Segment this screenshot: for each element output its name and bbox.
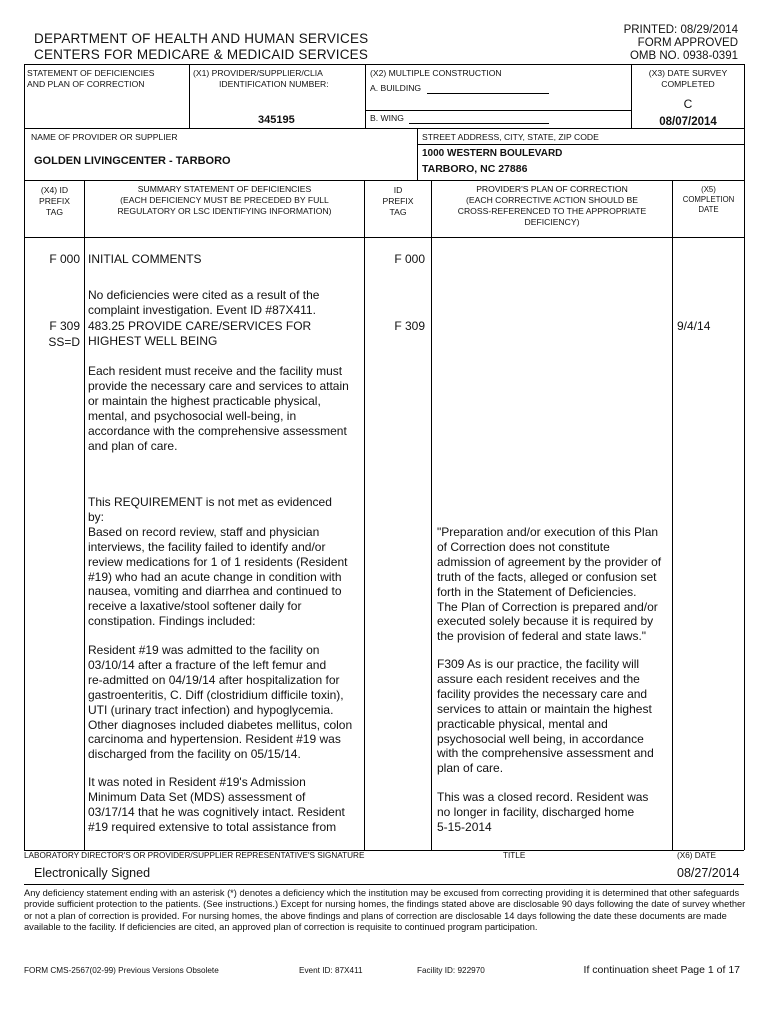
provider-name-label: NAME OF PROVIDER OR SUPPLIER <box>31 132 178 142</box>
x5-header: (X5) COMPLETION DATE <box>682 185 735 214</box>
form-approved: FORM APPROVED <box>637 37 738 49</box>
rule <box>365 64 366 128</box>
not-met-text: This REQUIREMENT is not met as evidenced by: Based on record review, staff and physician interviews, the facility failed to identify and/or review medications for 1 of 1 residents (Resident #19) who had an acute change in condition with nausea, vomiting and diarrhea and continued to receive a laxative/stool softener daily for constipation. Findings included: <box>88 495 348 629</box>
rule <box>365 110 631 111</box>
x3-label: (X3) DATE SURVEY COMPLETED <box>648 68 728 89</box>
signature-date: 08/27/2014 <box>677 866 740 880</box>
signature-label: LABORATORY DIRECTOR'S OR PROVIDER/SUPPLIER REPRESENTATIVE'S SIGNATURE <box>24 851 365 860</box>
summary-header: SUMMARY STATEMENT OF DEFICIENCIES (EACH DEFICIENCY MUST BE PRECEDED BY FULL REGULATORY OR LSC IDENTIFYING INFORMATION) <box>117 184 332 216</box>
disclaimer-text: Any deficiency statement ending with an asterisk (*) denotes a deficiency which the institution may be excused from correcting providing it is determined that other safeguards provide sufficient protection to the patients. (See instructions.) Except for nursing homes, the findings stated above are disclosable 90 days following the date of survey whether or not a plan of correction is provided. For nursing homes, the above findings and plans of correction are disclosable 14 days following the date these documents are made available to the facility. If deficiencies are cited, an approved plan of correction is requisite to continued program participation. <box>24 888 746 933</box>
city-state-zip: TARBORO, NC 27886 <box>422 163 528 175</box>
tag-f309: F 309 <box>49 319 80 333</box>
rule <box>24 64 744 65</box>
f309-title: 483.25 PROVIDE CARE/SERVICES FOR HIGHEST WELL BEING <box>88 319 312 348</box>
plan-closed-record: This was a closed record. Resident was no longer in facility, discharged home 5-15-2014 <box>437 790 649 834</box>
severity-scope: SS=D <box>48 335 80 349</box>
address-label: STREET ADDRESS, CITY, STATE, ZIP CODE <box>422 132 599 142</box>
printed-date: PRINTED: 08/29/2014 <box>623 24 738 36</box>
x4-header: (X4) ID PREFIX TAG <box>38 185 71 217</box>
form-number: FORM CMS-2567(02-99) Previous Versions Obsolete <box>24 966 219 975</box>
department-title: DEPARTMENT OF HEALTH AND HUMAN SERVICES <box>34 31 369 46</box>
no-deficiencies-text: No deficiencies were cited as a result of the complaint investigation. Event ID #87X411. <box>88 288 320 317</box>
rule <box>24 128 744 129</box>
completion-date: 9/4/14 <box>677 319 711 333</box>
rule <box>24 180 744 181</box>
resident-history-text: Resident #19 was admitted to the facility on 03/10/14 after a fracture of the left femur and re-admitted on 04/19/14 after hospitalization for gastroenteritis, C. Diff (clostridium difficile toxin), UTI (urinary tract infection) and hypoglycemia. Other diagnoses included diabetes mellitus, colon carcinoma and hypertension. Resident #19 was discharged from the facility on 05/15/14. <box>88 643 353 762</box>
facility-id: Facility ID: 922970 <box>417 966 485 975</box>
rule <box>189 64 190 128</box>
x2-label: (X2) MULTIPLE CONSTRUCTION <box>370 68 502 78</box>
event-id: Event ID: 87X411 <box>299 966 363 975</box>
rule <box>417 128 418 180</box>
building-field: A. BUILDING <box>370 83 549 94</box>
mds-assessment-text: It was noted in Resident #19's Admission Minimum Data Set (MDS) assessment of 03/17/14 that he was cognitively intact. Resident #19 required extensive to total assistance from <box>88 775 345 834</box>
id-f000: F 000 <box>394 252 425 266</box>
rule <box>84 180 85 850</box>
survey-code: C <box>683 97 693 111</box>
omb-number: OMB NO. 0938-0391 <box>629 50 738 62</box>
agency-title: CENTERS FOR MEDICARE & MEDICAID SERVICES <box>34 47 369 62</box>
rule <box>431 180 432 850</box>
x1-label: (X1) PROVIDER/SUPPLIER/CLIA IDENTIFICATION NUMBER: <box>193 68 329 89</box>
plan-f309-statement: F309 As is our practice, the facility will assure each resident receives and the facility provides the necessary care and services to attain or maintain the highest practicable physical, mental and psychosocial well being, in accordance with the comprehensive assessment and plan of care. <box>437 657 654 776</box>
requirement-text: Each resident must receive and the facility must provide the necessary care and services to attain or maintain the highest practicable physical, mental, and psychosocial well-being, in accordance with the comprehensive assessment and plan of care. <box>88 364 349 453</box>
id-header: ID PREFIX TAG <box>382 185 414 217</box>
rule <box>24 237 744 238</box>
rule <box>364 180 365 850</box>
rule <box>24 884 744 885</box>
provider-name: GOLDEN LIVINGCENTER - TARBORO <box>34 155 231 167</box>
survey-date: 08/07/2014 <box>659 116 717 128</box>
rule <box>417 144 744 145</box>
statement-label: STATEMENT OF DEFICIENCIES AND PLAN OF CORRECTION <box>27 68 155 89</box>
page-indicator: If continuation sheet Page 1 of 17 <box>583 964 740 976</box>
initial-comments-heading: INITIAL COMMENTS <box>88 252 202 266</box>
electronic-signature: Electronically Signed <box>34 866 151 880</box>
provider-number: 345195 <box>258 114 295 126</box>
rule <box>24 64 25 850</box>
rule <box>744 64 745 850</box>
wing-field: B. WING <box>370 113 549 124</box>
title-label: TITLE <box>503 851 526 860</box>
plan-header: PROVIDER'S PLAN OF CORRECTION (EACH CORRECTIVE ACTION SHOULD BE CROSS-REFERENCED TO THE APPROPRIATE DEFICIENCY) <box>457 184 647 227</box>
plan-preparation-statement: "Preparation and/or execution of this Plan of Correction does not constitute admission of agreement by the provider of truth of the facts, alleged or confusion set forth in the Statement of Deficiencies. The Plan of Correction is prepared and/or executed solely because it is required by the provision of federal and state laws." <box>437 525 662 644</box>
street-address: 1000 WESTERN BOULEVARD <box>422 148 563 159</box>
id-f309: F 309 <box>394 319 425 333</box>
tag-f000: F 000 <box>49 252 80 266</box>
x6-date-label: (X6) DATE <box>677 851 716 860</box>
